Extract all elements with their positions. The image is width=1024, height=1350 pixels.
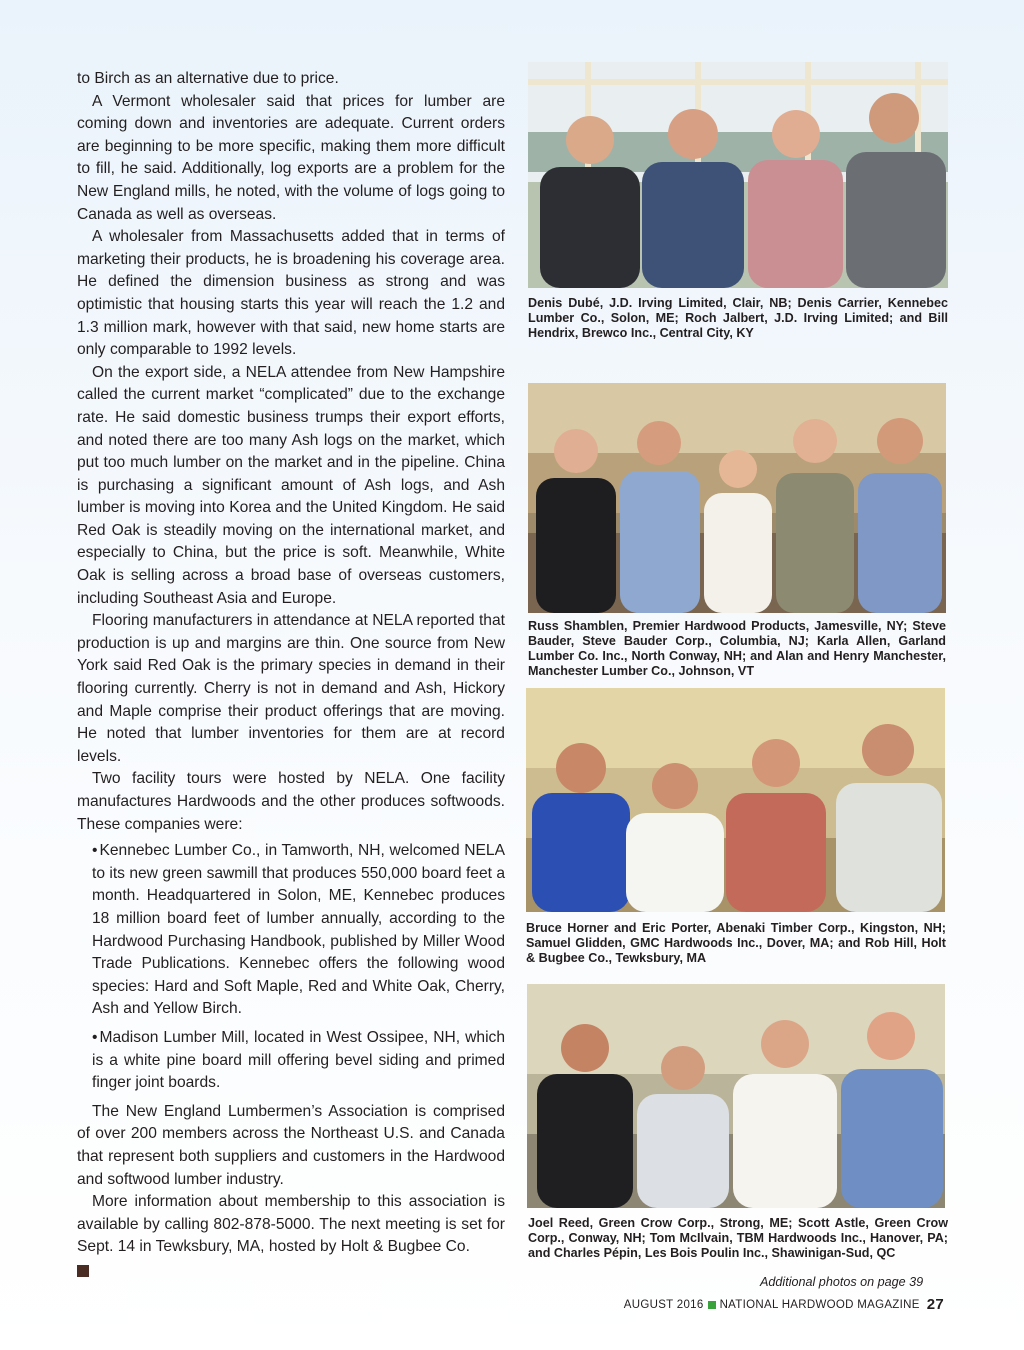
end-of-article-icon xyxy=(77,1265,89,1277)
paragraph: A Vermont wholesaler said that prices for lumber are coming down and inventories are adequate. Current orders are beginning to be more specific, making them more difficult to fill, he said. Additionally, log exports are a problem for the New England mills, he noted, with the volume of logs going to Canada as well as overseas. xyxy=(77,92,505,223)
group-photo-4 xyxy=(527,984,945,1208)
paragraph: The New England Lumbermen’s Association is comprised of over 200 members across the Northeast U.S. and Canada that represent both suppliers and customers in the Hardwood and softwood lumber industry. xyxy=(77,1102,505,1188)
page-footer xyxy=(624,1296,944,1313)
group-photo-3 xyxy=(526,688,945,912)
bullet-item xyxy=(77,1027,505,1095)
bullet-text: Madison Lumber Mill, located in West Ossipee, NH, which is a white pine board mill offering bevel siding and primed finger joint boards. xyxy=(92,1028,505,1092)
group-photo-1 xyxy=(528,62,948,288)
photo-caption: Joel Reed, Green Crow Corp., Strong, ME; Scott Astle, Green Crow Corp., Conway, NH; Tom McIlvain, TBM Hardwoods Inc., Hanover, PA; and Charles Pépin, Les Bois Poulin Inc., Shawinigan-Sud, QC xyxy=(528,1216,948,1260)
bullet-item xyxy=(77,840,505,1021)
article-body xyxy=(77,68,505,1277)
photo-caption: Bruce Horner and Eric Porter, Abenaki Timber Corp., Kingston, NH; Samuel Glidden, GMC Hardwoods Inc., Dover, MA; and Rob Hill, Holt & Bugbee Co., Tewksbury, MA xyxy=(526,921,946,965)
issue-date: AUGUST 2016 xyxy=(623,1298,704,1311)
photo-caption: Russ Shamblen, Premier Hardwood Products, Jamesville, NY; Steve Bauder, Steve Bauder Corp., Columbia, NJ; Karla Allen, Garland Lumber Co. Inc., North Conway, NH; and Alan and Henry Manchester, Manchester Lumber Co., Johnson, VT xyxy=(528,619,946,678)
more-photos-note: Additional photos on page 39 xyxy=(760,1275,924,1289)
paragraph: Flooring manufacturers in attendance at NELA reported that production is up and margins are thin. One source from New York said Red Oak is the primary species in demand in their flooring currently. Cherry is not in demand and Ash, Hickory and Maple comprise their product offerings that are moving. He noted that lumber inventories for them are at record levels. xyxy=(77,612,505,765)
bullet-icon: • xyxy=(92,1028,98,1046)
group-photo-2 xyxy=(528,383,946,613)
paragraph: A wholesaler from Massachusetts added that in terms of marketing their products, he is broadening his coverage area. He defined the dimension business as strong and was optimistic that housing starts this year will reach the 1.2 and 1.3 million mark, however with that said, new home starts are only comparable to 1992 levels. xyxy=(77,228,505,359)
bullet-text: Kennebec Lumber Co., in Tamworth, NH, welcomed NELA to its new green sawmill that produces 550,000 board feet a month. Headquartered in Solon, ME, Kennebec produces 18 million board feet of lumber annually, according to the Hardwood Purchasing Handbook, published by Miller Wood Trade Publications. Kennebec offers the following wood species: Hard and Soft Maple, Red and White Oak, Cherry, Ash and Yellow Birch. xyxy=(92,842,505,1018)
magazine-name: NATIONAL HARDWOOD MAGAZINE xyxy=(719,1298,920,1311)
paragraph: Two facility tours were hosted by NELA. One facility manufactures Hardwoods and the other produces softwoods. These companies were: xyxy=(77,770,505,833)
page-number: 27 xyxy=(926,1296,944,1313)
paragraph: to Birch as an alternative due to price. xyxy=(77,70,339,87)
bullet-icon: • xyxy=(92,842,98,860)
photo-caption: Denis Dubé, J.D. Irving Limited, Clair, NB; Denis Carrier, Kennebec Lumber Co., Solon, ME; Roch Jalbert, J.D. Irving Limited; and Bill Hendrix, Brewco Inc., Central City, KY xyxy=(528,296,948,340)
paragraph: On the export side, a NELA attendee from New Hampshire called the current market “complicated” due to the exchange rate. He said domestic business trumps their export efforts, and noted there are too many Ash logs on the market, which put too much lumber on the market and in the pipeline. China is purchasing a significant amount of Ash logs, and Ash lumber is moving into Korea and the United Kingdom. He said Red Oak is steadily moving on the international market, and especially to China, but the price is soft. Meanwhile, White Oak is selling across a broad base of overseas customers, including Southeast Asia and Europe. xyxy=(77,363,505,607)
footer-square-icon xyxy=(708,1301,716,1309)
paragraph: More information about membership to this association is available by calling 802-878-5000. The next meeting is set for Sept. 14 in Tewksbury, MA, hosted by Holt & Bugbee Co. xyxy=(77,1193,505,1256)
